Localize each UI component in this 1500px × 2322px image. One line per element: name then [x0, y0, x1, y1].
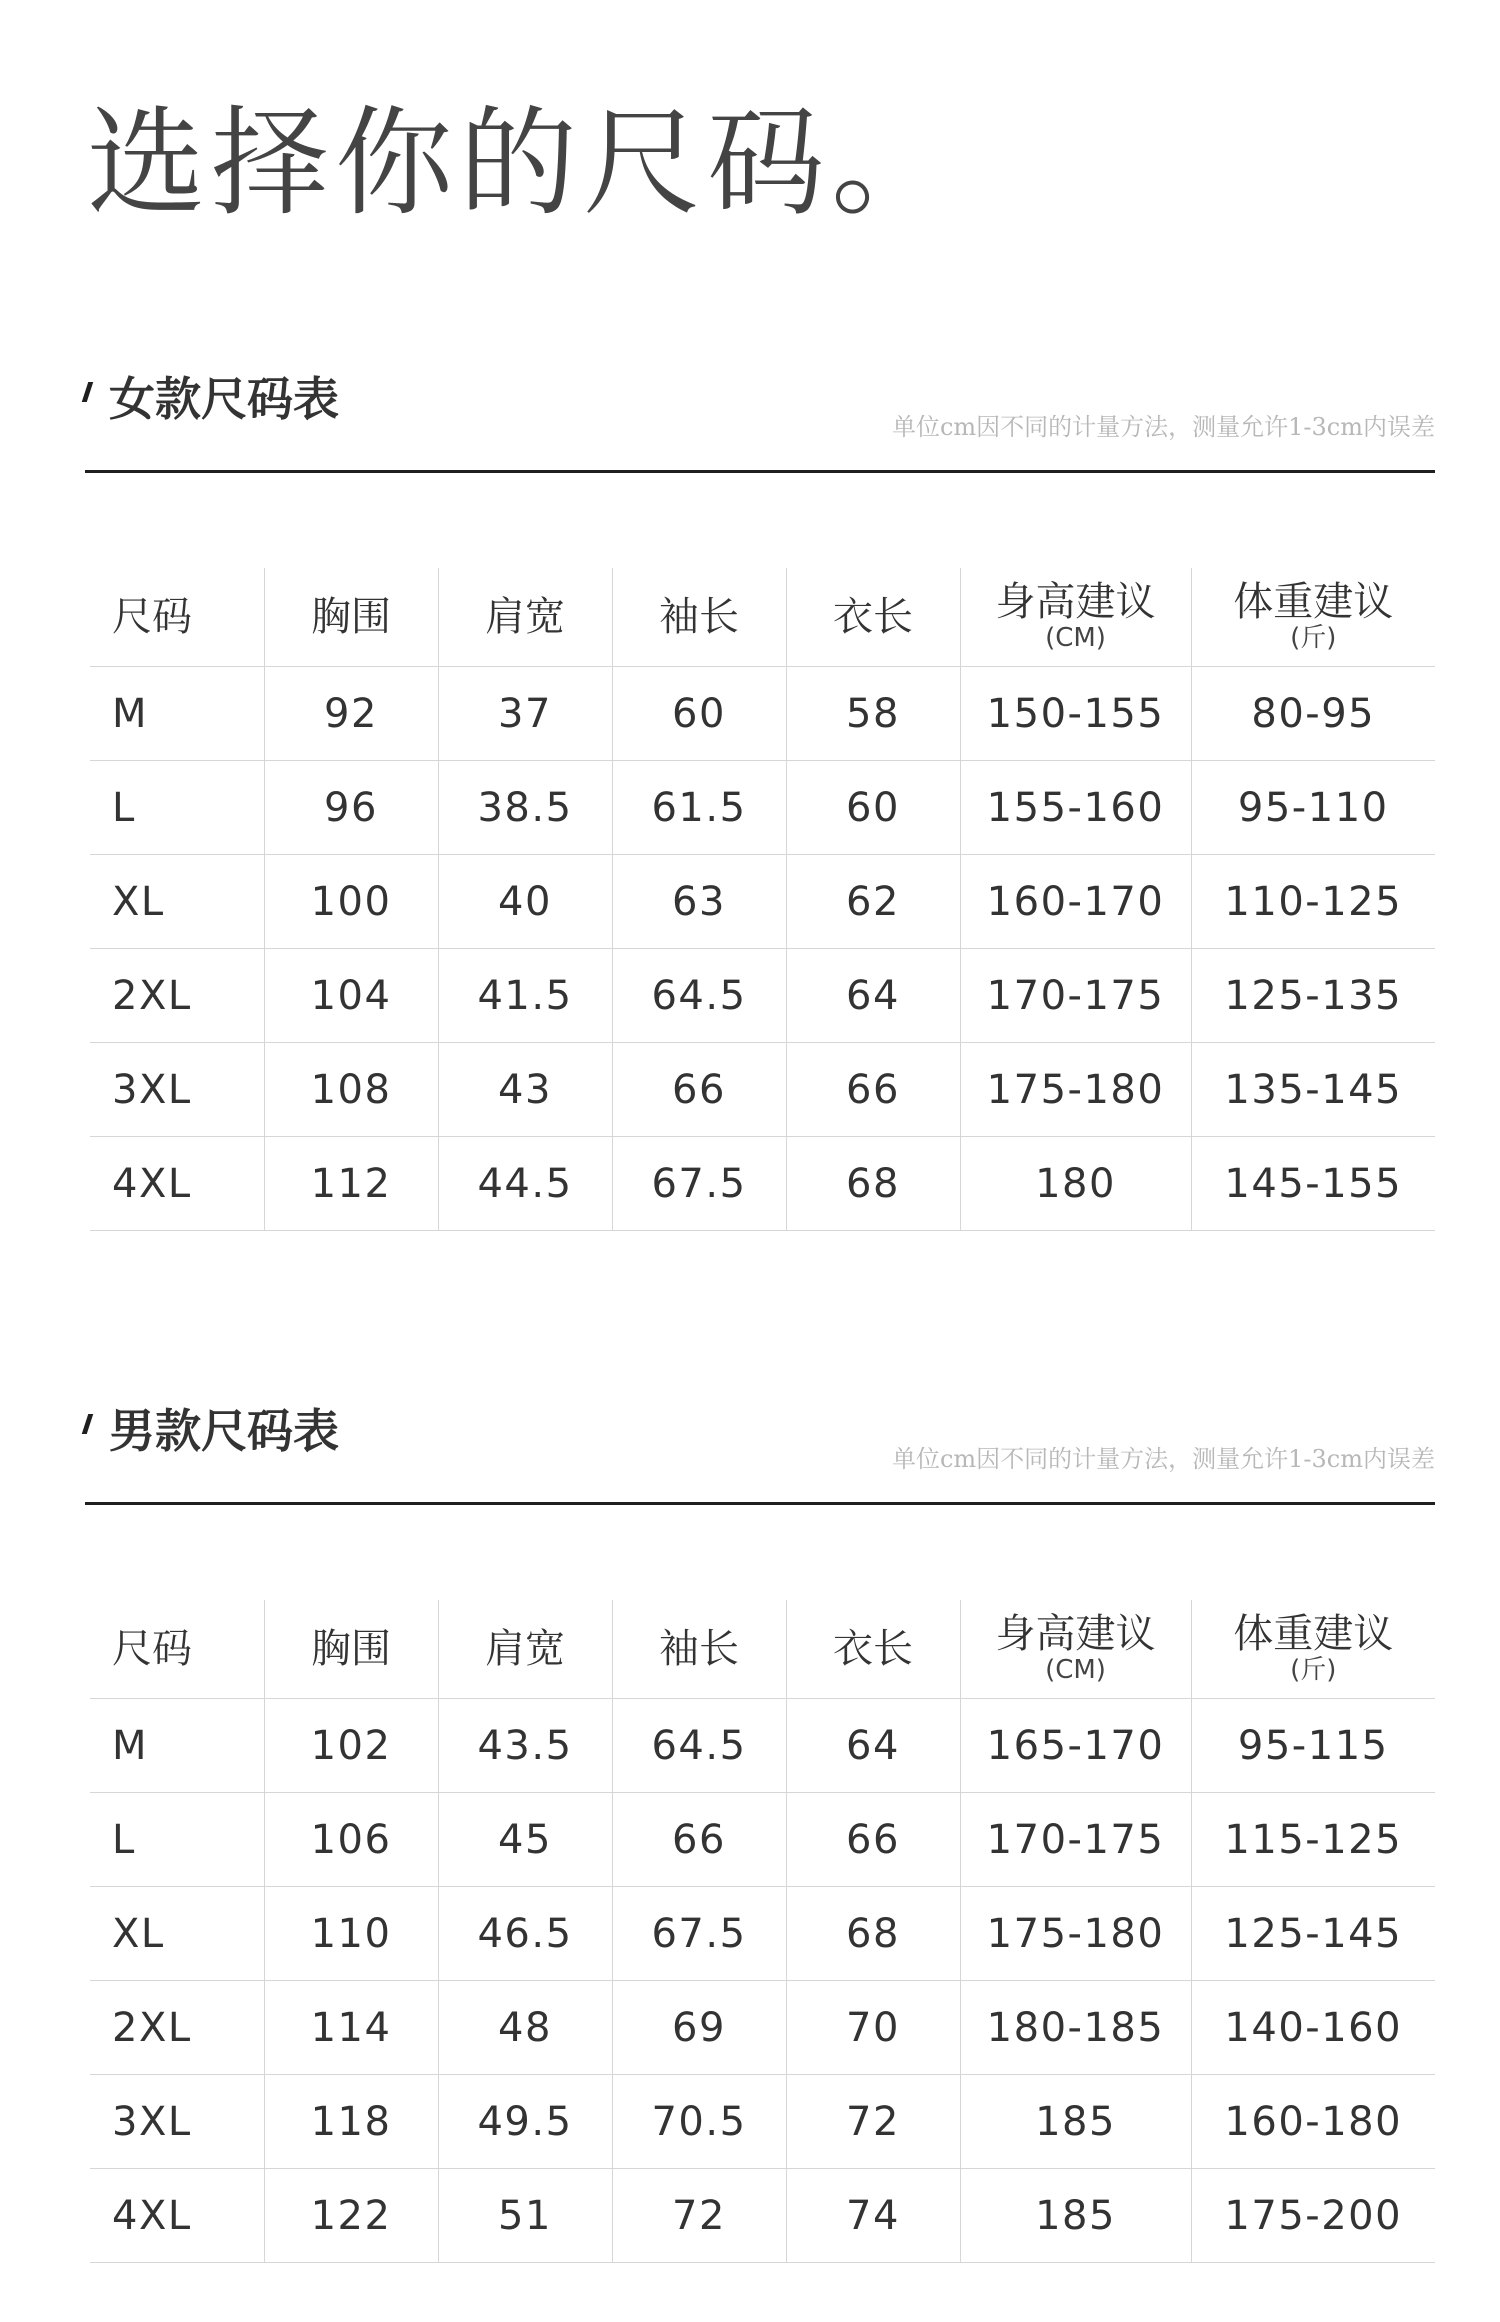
cell-shoulder: 40	[438, 855, 612, 949]
cell-sleeve: 69	[612, 1981, 786, 2075]
table-row	[90, 2075, 1435, 2169]
men-size-table	[90, 1600, 1435, 2263]
header-size: 尺码	[112, 594, 192, 640]
cell-weight: 80-95	[1191, 667, 1435, 761]
cell-length: 72	[786, 2075, 960, 2169]
cell-weight: 95-110	[1191, 761, 1435, 855]
cell-length: 64	[786, 1699, 960, 1793]
header-height: 身高建议 (CM)	[960, 568, 1191, 667]
table-row	[90, 667, 1435, 761]
cell-chest: 92	[264, 667, 438, 761]
cell-weight: 140-160	[1191, 1981, 1435, 2075]
cell-sleeve: 72	[612, 2169, 786, 2263]
men-size-section	[0, 1032, 1500, 2239]
cell-length: 62	[786, 855, 960, 949]
page-title: 选择你的尺码。	[87, 94, 956, 232]
header-shoulder: 肩宽	[438, 568, 612, 667]
table-row	[90, 761, 1435, 855]
cell-height: 160-170	[960, 855, 1191, 949]
cell-sleeve: 66	[612, 1043, 786, 1137]
cell-height: 150-155	[960, 667, 1191, 761]
cell-sleeve: 67.5	[612, 1887, 786, 1981]
cell-size: 2XL	[90, 1981, 264, 2075]
header-weight-unit: (斤)	[1290, 1655, 1337, 1686]
table-row	[90, 949, 1435, 1043]
cell-shoulder: 43	[438, 1043, 612, 1137]
cell-height: 170-175	[960, 1793, 1191, 1887]
header-height-unit: (CM)	[1045, 623, 1106, 654]
cell-shoulder: 43.5	[438, 1699, 612, 1793]
men-measurement-note: 单位cm因不同的计量方法，测量允许1-3cm内误差	[891, 1445, 1435, 1473]
women-section-header	[85, 370, 1435, 473]
cell-sleeve: 61.5	[612, 761, 786, 855]
cell-shoulder: 45	[438, 1793, 612, 1887]
cell-shoulder: 51	[438, 2169, 612, 2263]
cell-weight: 115-125	[1191, 1793, 1435, 1887]
header-sleeve: 袖长	[612, 1600, 786, 1699]
cell-size: 3XL	[90, 1043, 264, 1137]
header-weight: 体重建议 (斤)	[1191, 568, 1435, 667]
table-row	[90, 1699, 1435, 1793]
cell-length: 60	[786, 761, 960, 855]
table-header-row	[90, 568, 1435, 667]
cell-weight: 110-125	[1191, 855, 1435, 949]
cell-size: 2XL	[90, 949, 264, 1043]
women-measurement-note: 单位cm因不同的计量方法，测量允许1-3cm内误差	[891, 413, 1435, 441]
cell-chest: 108	[264, 1043, 438, 1137]
cell-weight: 125-145	[1191, 1887, 1435, 1981]
cell-shoulder: 38.5	[438, 761, 612, 855]
cell-size: L	[90, 761, 264, 855]
cell-chest: 118	[264, 2075, 438, 2169]
cell-height: 185	[960, 2169, 1191, 2263]
cell-size: M	[90, 667, 264, 761]
table-row	[90, 1887, 1435, 1981]
cell-size: M	[90, 1699, 264, 1793]
cell-height: 185	[960, 2075, 1191, 2169]
header-sleeve: 袖长	[612, 568, 786, 667]
cell-chest: 104	[264, 949, 438, 1043]
cell-length: 58	[786, 667, 960, 761]
table-row	[90, 1981, 1435, 2075]
cell-weight: 125-135	[1191, 949, 1435, 1043]
cell-chest: 102	[264, 1699, 438, 1793]
women-section-title: 女款尺码表	[109, 372, 339, 426]
header-size: 尺码	[112, 1626, 192, 1672]
cell-length: 66	[786, 1043, 960, 1137]
cell-sleeve: 70.5	[612, 2075, 786, 2169]
header-height: 身高建议 (CM)	[960, 1600, 1191, 1699]
cell-size: XL	[90, 855, 264, 949]
table-row	[90, 1793, 1435, 1887]
cell-length: 66	[786, 1793, 960, 1887]
men-section-header	[85, 1402, 1435, 1505]
cell-size: L	[90, 1793, 264, 1887]
cell-height: 175-180	[960, 1043, 1191, 1137]
cell-height: 180-185	[960, 1981, 1191, 2075]
cell-height: 170-175	[960, 949, 1191, 1043]
cell-height: 180	[960, 1137, 1191, 1231]
header-length: 衣长	[786, 1600, 960, 1699]
cell-shoulder: 37	[438, 667, 612, 761]
cell-sleeve: 63	[612, 855, 786, 949]
cell-weight: 145-155	[1191, 1137, 1435, 1231]
cell-length: 70	[786, 1981, 960, 2075]
cell-chest: 100	[264, 855, 438, 949]
cell-chest: 106	[264, 1793, 438, 1887]
cell-shoulder: 46.5	[438, 1887, 612, 1981]
header-height-unit: (CM)	[1045, 1655, 1106, 1686]
cell-sleeve: 66	[612, 1793, 786, 1887]
header-shoulder: 肩宽	[438, 1600, 612, 1699]
cell-chest: 114	[264, 1981, 438, 2075]
cell-height: 165-170	[960, 1699, 1191, 1793]
section-marker-icon	[82, 382, 93, 402]
cell-size: 3XL	[90, 2075, 264, 2169]
cell-length: 74	[786, 2169, 960, 2263]
cell-length: 64	[786, 949, 960, 1043]
cell-height: 155-160	[960, 761, 1191, 855]
cell-size: XL	[90, 1887, 264, 1981]
table-header-row	[90, 1600, 1435, 1699]
section-marker-icon	[82, 1414, 93, 1434]
cell-shoulder: 44.5	[438, 1137, 612, 1231]
cell-chest: 112	[264, 1137, 438, 1231]
cell-chest: 110	[264, 1887, 438, 1981]
cell-sleeve: 64.5	[612, 949, 786, 1043]
cell-chest: 122	[264, 2169, 438, 2263]
cell-sleeve: 64.5	[612, 1699, 786, 1793]
table-row	[90, 855, 1435, 949]
cell-chest: 96	[264, 761, 438, 855]
cell-sleeve: 67.5	[612, 1137, 786, 1231]
header-chest: 胸围	[264, 1600, 438, 1699]
table-row	[90, 2169, 1435, 2263]
cell-length: 68	[786, 1137, 960, 1231]
cell-shoulder: 48	[438, 1981, 612, 2075]
cell-shoulder: 49.5	[438, 2075, 612, 2169]
cell-weight: 135-145	[1191, 1043, 1435, 1137]
cell-weight: 95-115	[1191, 1699, 1435, 1793]
cell-size: 4XL	[90, 2169, 264, 2263]
cell-weight: 160-180	[1191, 2075, 1435, 2169]
cell-sleeve: 60	[612, 667, 786, 761]
cell-shoulder: 41.5	[438, 949, 612, 1043]
header-weight: 体重建议 (斤)	[1191, 1600, 1435, 1699]
header-weight-unit: (斤)	[1290, 623, 1337, 654]
men-section-title: 男款尺码表	[109, 1404, 339, 1458]
header-length: 衣长	[786, 568, 960, 667]
cell-size: 4XL	[90, 1137, 264, 1231]
header-chest: 胸围	[264, 568, 438, 667]
cell-length: 68	[786, 1887, 960, 1981]
cell-height: 175-180	[960, 1887, 1191, 1981]
cell-weight: 175-200	[1191, 2169, 1435, 2263]
